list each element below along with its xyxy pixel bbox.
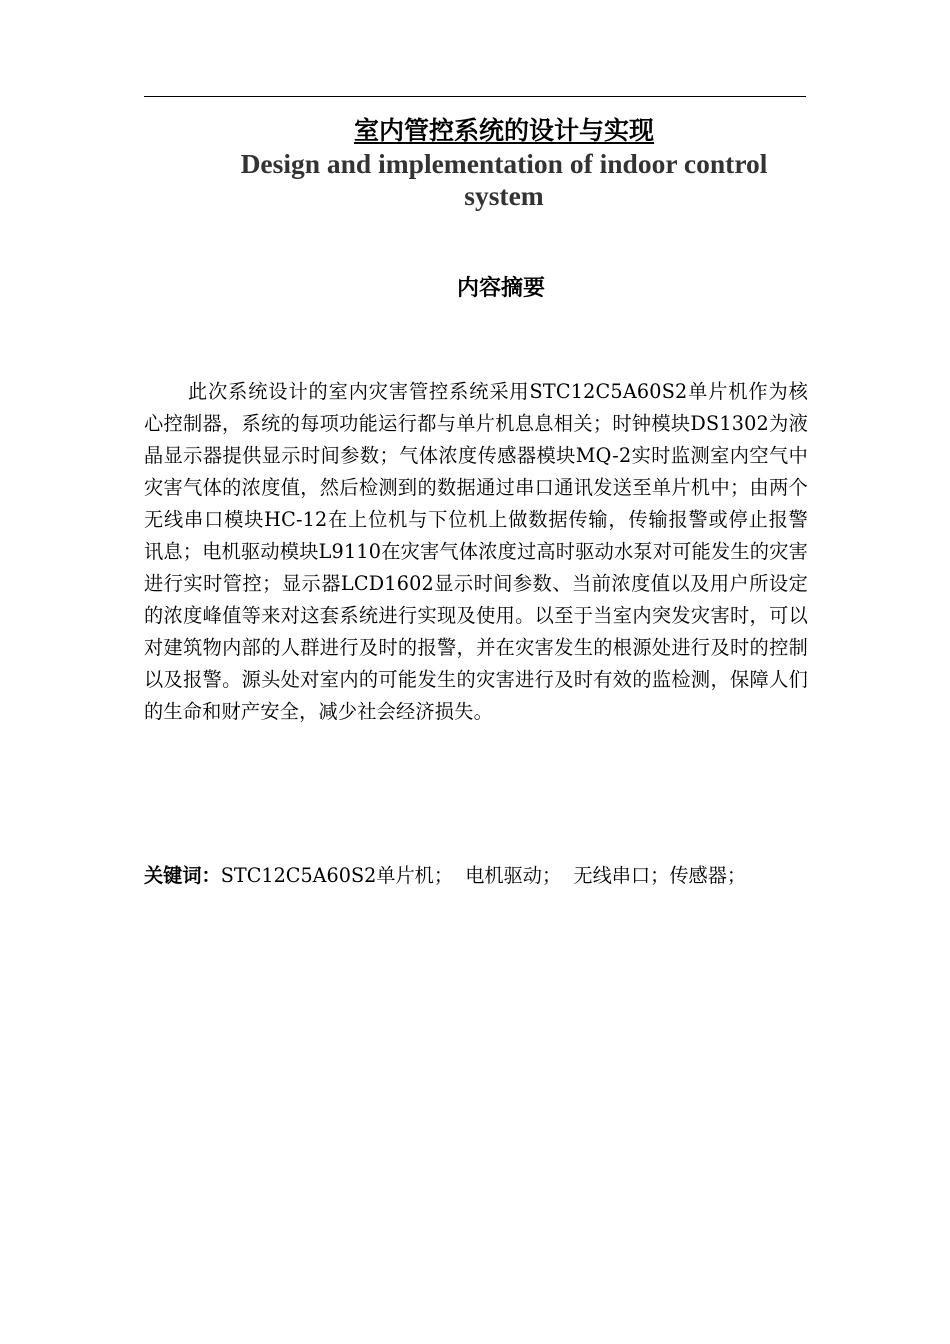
abstract-heading: 内容摘要 [456, 276, 545, 301]
keywords-line [144, 860, 808, 892]
page-title-chinese: 室内管控系统的设计与实现 [353, 116, 654, 145]
keywords-text: STC12C5A60S2单片机； 电机驱动； 无线串口；传感器； [220, 864, 747, 887]
abstract-paragraph: 此次系统设计的室内灾害管控系统采用STC12C5A60S2单片机作为核心控制器，系统的每项功能运行都与单片机息息相关；时钟模块DS1302为液晶显示器提供显示时间参数；气体浓度传感器模块MQ-2实时监测室内空气中灾害气体的浓度值，然后检测到的数据通过串口通讯发送至单片机中；由两个无线串口模块HC-12在上位机与下位机上做数据传输，传输报警或停止报警讯息；电机驱动模块L9110在灾害气体浓度过高时驱动水泵对可能发生的灾害进行实时管控；显示器LCD1602显示时间参数、当前浓度值以及用户所设定的浓度峰值等来对这套系统进行实现及使用。以至于当室内突发灾害时，可以对建筑物内部的人群进行及时的报警，并在灾害发生的根源处进行及时的控制以及报警。源头处对室内的可能发生的灾害进行及时有效的监检测，保障人们的生命和财产安全，减少社会经济损失。 [144, 380, 808, 723]
header-rule [144, 96, 806, 97]
keywords-label: 关键词： [144, 864, 221, 887]
page-title-english: Design and implementation of indoor control system [240, 148, 768, 211]
